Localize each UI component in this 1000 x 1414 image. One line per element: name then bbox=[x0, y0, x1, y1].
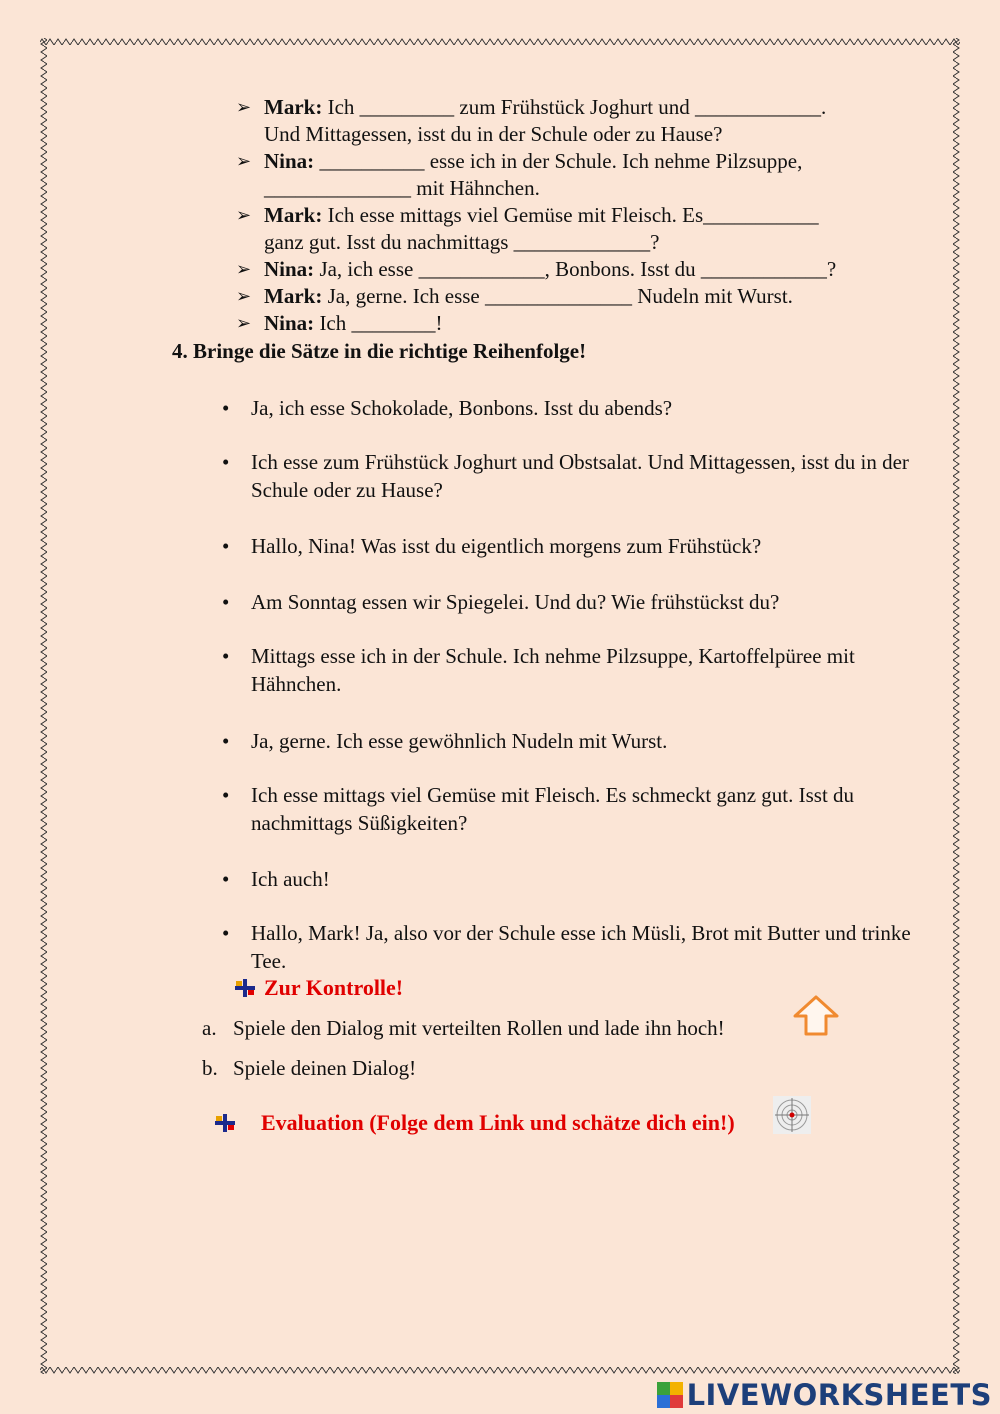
task-b bbox=[202, 1056, 416, 1081]
sentence-text: Ja, gerne. Ich esse gewöhnlich Nudeln mit Wurst. bbox=[251, 729, 668, 753]
task-letter: a. bbox=[202, 1016, 217, 1040]
bullet-icon: • bbox=[222, 590, 230, 614]
speaker: Nina: bbox=[264, 149, 315, 173]
task-text: Spiele deinen Dialog! bbox=[233, 1056, 417, 1080]
target-icon[interactable] bbox=[773, 1096, 811, 1139]
upload-arrow-icon[interactable] bbox=[791, 994, 841, 1043]
task-4-heading: 4. Bringe die Sätze in die richtige Reihenfolge! bbox=[172, 339, 587, 363]
line-text: Ja, ich esse ____________, Bonbons. Isst du ____________? bbox=[314, 257, 837, 281]
line-continuation: ganz gut. Isst du nachmittags _____________? bbox=[264, 230, 660, 254]
line-text: Ich esse mittags viel Gemüse mit Fleisch. Es___________ bbox=[322, 203, 819, 227]
arrow-bullet-icon: ➢ bbox=[236, 286, 252, 306]
bullet-icon: • bbox=[222, 396, 230, 420]
arrow-bullet-icon: ➢ bbox=[236, 313, 252, 333]
dialogue-line bbox=[236, 283, 936, 310]
list-item bbox=[222, 919, 932, 975]
sentence-text: Hallo, Mark! Ja, also vor der Schule esse ich Müsli, Brot mit Butter und trinke Tee. bbox=[251, 921, 911, 973]
dialogue-section bbox=[236, 94, 936, 337]
speaker: Nina: bbox=[264, 257, 315, 281]
list-item bbox=[222, 727, 932, 755]
sentence-text: Ich esse mittags viel Gemüse mit Fleisch. Es schmeckt ganz gut. Isst du nachmittags Süßigkeiten? bbox=[251, 783, 855, 835]
list-item bbox=[222, 865, 932, 893]
speaker: Mark: bbox=[264, 95, 323, 119]
dialogue-line bbox=[236, 256, 936, 283]
bullet-icon: • bbox=[222, 867, 230, 891]
logo-mark-icon bbox=[657, 1382, 683, 1408]
task-a bbox=[202, 1016, 725, 1041]
bullet-icon: • bbox=[222, 921, 230, 945]
line-continuation: ______________ mit Hähnchen. bbox=[264, 176, 540, 200]
list-item bbox=[222, 394, 932, 422]
bullet-icon: • bbox=[222, 783, 230, 807]
line-text: Ja, gerne. Ich esse ______________ Nudeln mit Wurst. bbox=[322, 284, 793, 308]
list-item bbox=[222, 642, 932, 698]
line-text: __________ esse ich in der Schule. Ich nehme Pilzsuppe, bbox=[314, 149, 803, 173]
cross-bullet-icon bbox=[234, 977, 256, 999]
list-item bbox=[222, 781, 932, 837]
speaker: Nina: bbox=[264, 311, 315, 335]
line-continuation: Und Mittagessen, isst du in der Schule oder zu Hause? bbox=[264, 122, 723, 146]
arrow-bullet-icon: ➢ bbox=[236, 205, 252, 225]
sentence-text: Hallo, Nina! Was isst du eigentlich morgens zum Frühstück? bbox=[251, 534, 762, 558]
liveworksheets-logo bbox=[657, 1378, 992, 1412]
evaluation-link[interactable] bbox=[214, 1110, 735, 1136]
arrow-bullet-icon: ➢ bbox=[236, 97, 252, 117]
cross-bullet-icon bbox=[214, 1112, 236, 1134]
list-item bbox=[222, 532, 932, 560]
dialogue-line bbox=[236, 202, 936, 256]
logo-text: LIVEWORKSHEETS bbox=[686, 1378, 992, 1412]
line-text: Ich _________ zum Frühstück Joghurt und ____________. bbox=[322, 95, 827, 119]
speaker: Mark: bbox=[264, 203, 323, 227]
kontrolle-heading bbox=[234, 975, 403, 1001]
list-item bbox=[222, 448, 932, 504]
arrow-bullet-icon: ➢ bbox=[236, 259, 252, 279]
task-letter: b. bbox=[202, 1056, 218, 1080]
sentence-text: Ja, ich esse Schokolade, Bonbons. Isst du abends? bbox=[251, 396, 673, 420]
bullet-icon: • bbox=[222, 534, 230, 558]
speaker: Mark: bbox=[264, 284, 323, 308]
dialogue-line bbox=[236, 310, 936, 337]
evaluation-text[interactable]: Evaluation (Folge dem Link und schätze dich ein!) bbox=[261, 1110, 735, 1135]
sentence-text: Mittags esse ich in der Schule. Ich nehme Pilzsuppe, Kartoffelpüree mit Hähnchen. bbox=[251, 644, 855, 696]
task-text: Spiele den Dialog mit verteilten Rollen und lade ihn hoch! bbox=[233, 1016, 725, 1040]
bullet-icon: • bbox=[222, 644, 230, 668]
bullet-icon: • bbox=[222, 450, 230, 474]
line-text: Ich ________! bbox=[314, 311, 443, 335]
dialogue-line bbox=[236, 148, 936, 202]
sentence-text: Ich esse zum Frühstück Joghurt und Obstsalat. Und Mittagessen, isst du in der Schule oder zu Hause? bbox=[251, 450, 909, 502]
dialogue-line bbox=[236, 94, 936, 148]
sentence-text: Ich auch! bbox=[251, 867, 330, 891]
bullet-icon: • bbox=[222, 729, 230, 753]
list-item bbox=[222, 588, 932, 616]
arrow-bullet-icon: ➢ bbox=[236, 151, 252, 171]
sentence-text: Am Sonntag essen wir Spiegelei. Und du? Wie frühstückst du? bbox=[251, 590, 780, 614]
kontrolle-text: Zur Kontrolle! bbox=[264, 975, 404, 1000]
